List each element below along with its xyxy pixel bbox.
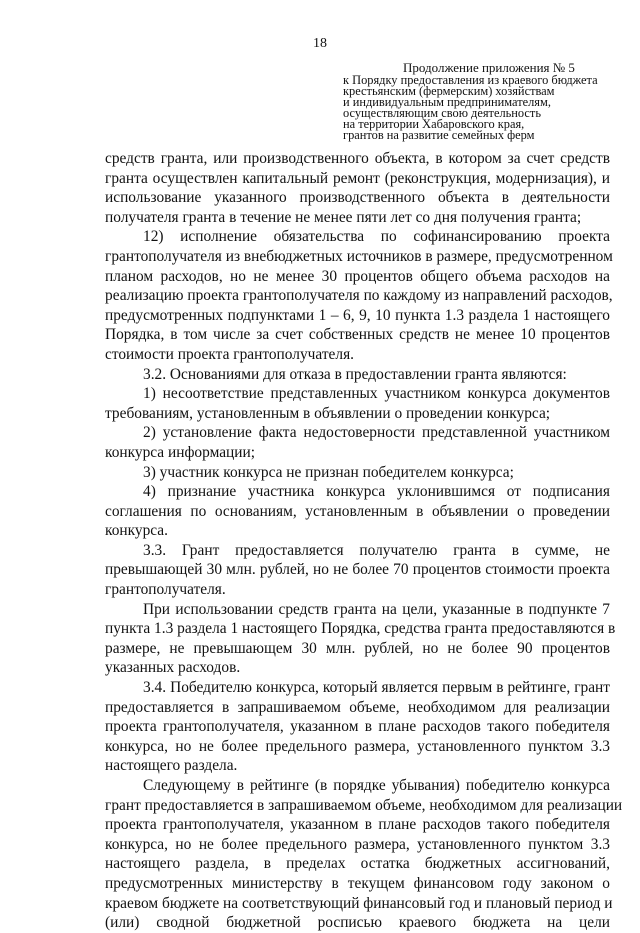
body-line: 3.3. Грант предоставляется получателю гранта в сумме, не	[143, 541, 610, 559]
body-line: предоставляется в запрашиваемом объеме, необходимом для реализации	[105, 698, 610, 716]
body-line: 3.4. Победителю конкурса, который является первым в рейтинге, грант	[143, 679, 610, 697]
body-line: проекта грантополучателя, указанном в плане расходов такого победителя	[105, 816, 610, 834]
body-line: использование указанного производственного объекта в деятельности	[105, 189, 610, 207]
body-line: требованиям, установленным в объявлении о проведении конкурса;	[105, 404, 551, 422]
body-line: конкурса.	[105, 522, 168, 540]
body-line: соглашения по основаниям, установленным в объявлении о проведении	[105, 502, 610, 520]
body-line: 1) несоответствие представленных участником конкурса документов	[143, 385, 610, 403]
page-number: 18	[313, 36, 327, 51]
appendix-line: осуществляющим свою деятельность	[343, 106, 542, 120]
body-line: конкурса информации;	[105, 443, 256, 461]
body-line: стоимости проекта грантополучателя.	[105, 345, 354, 363]
body-line: При использовании средств гранта на цели, указанные в подпункте 7	[143, 600, 610, 618]
body-line: предусмотренных подпунктами 1 – 6, 9, 10 пункта 1.3 раздела 1 настоящего	[105, 306, 610, 324]
body-line: грантополучателя.	[105, 581, 226, 599]
body-line: планом расходов, но не менее 30 процентов общего объема расходов на	[105, 267, 610, 285]
body-line: 3) участник конкурса не признан победителем конкурса;	[143, 463, 514, 481]
body-line: размере, не превышающем 30 млн. рублей, но не более 90 процентов	[105, 639, 610, 657]
appendix-line: крестьянским (фермерским) хозяйствам	[343, 84, 555, 98]
body-line: 4) признание участника конкурса уклонившимся от подписания	[143, 483, 610, 501]
body-line: реализацию проекта грантополучателя по каждому из направлений расходов,	[105, 287, 613, 305]
body-line: конкурса, но не более предельного размера, установленного пунктом 3.3	[105, 835, 610, 853]
body-line: Порядка, в том числе за счет собственных средств не менее 10 процентов	[105, 326, 610, 344]
body-line: получателя гранта в течение не менее пяти лет со дня получения гранта;	[105, 208, 582, 226]
appendix-reference	[343, 75, 598, 141]
body-line: пункта 1.3 раздела 1 настоящего Порядка, средства гранта предоставляются в	[105, 620, 616, 638]
appendix-line: к Порядку предоставления из краевого бюджета	[343, 73, 598, 87]
body-line: краевом бюджете на соответствующий финансовый год и плановый период и	[105, 894, 613, 912]
body-line: (или) сводной бюджетной росписью краевого бюджета на цели	[105, 914, 610, 932]
appendix-line: и индивидуальным предпринимателям,	[343, 95, 551, 109]
body-line: настоящего раздела, в пределах остатка бюджетных ассигнований,	[105, 855, 610, 873]
body-line: настоящего раздела.	[105, 757, 238, 775]
appendix-heading: Продолжение приложения № 5	[403, 60, 575, 75]
body-line: 12) исполнение обязательства по софинансированию проекта	[143, 228, 610, 246]
body-line: грантополучателя из внебюджетных источников в размере, предусмотренном	[105, 247, 613, 265]
body-line: указанных расходов.	[105, 659, 241, 677]
body-line: 2) установление факта недостоверности представленной участником	[143, 424, 610, 442]
body-line: Следующему в рейтинге (в порядке убывания) победителю конкурса	[143, 777, 610, 794]
body-line: конкурса, но не более предельного размера, установленного пунктом 3.3	[105, 737, 610, 755]
body-line: грант предоставляется в запрашиваемом объеме, необходимом для реализации	[105, 796, 623, 814]
document-body	[105, 149, 623, 933]
body-line: предусмотренных министерству в текущем финансовом году законом о	[105, 874, 610, 892]
body-line: превышающей 30 млн. рублей, но не более 70 процентов стоимости проекта	[105, 561, 610, 579]
body-line: средств гранта, или производственного объекта, в котором за счет средств	[105, 150, 610, 167]
body-line: 3.2. Основаниями для отказа в предоставлении гранта являются:	[143, 365, 567, 383]
body-line: гранта осуществлен капитальный ремонт (реконструкция, модернизация), и	[105, 169, 610, 187]
appendix-line: грантов на развитие семейных ферм	[343, 128, 535, 142]
appendix-line: на территории Хабаровского края,	[343, 117, 525, 131]
body-line: проекта грантополучателя, указанном в плане расходов такого победителя	[105, 718, 610, 736]
